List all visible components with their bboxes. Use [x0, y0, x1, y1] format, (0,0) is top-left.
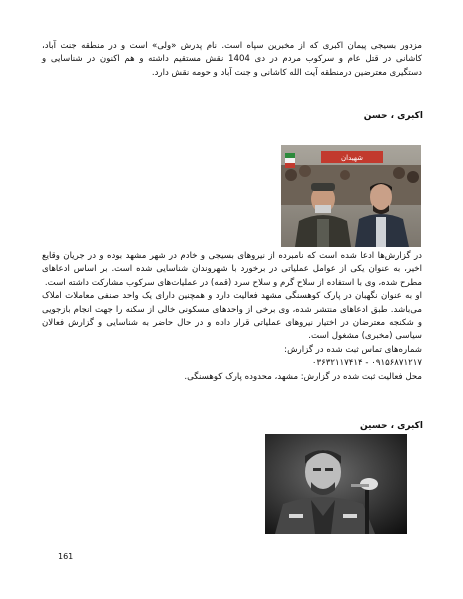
activity-location: محل فعالیت ثبت شده در گزارش: مشهد، محدوده پارک کوهسنگی.	[184, 371, 422, 382]
photo-hassan-akbari	[281, 145, 421, 247]
heading-hossein: اکبری ، حسین	[360, 421, 423, 431]
heading-hassan: اکبری ، حسن	[363, 111, 423, 121]
photo-hossein-akbari	[265, 434, 407, 534]
banner-text: شهیدان	[341, 154, 363, 162]
hassan-paragraph-1: در گزارش‌ها ادعا شده است که نامبرده از نیروهای بسیجی و خادم در شهر مشهد بوده و در جریان وقایع اخیر، به عنوان یکی از عوامل عملیاتی در برخورد با شهروندان شناسایی شده است. بر اساس ادعاهای مطرح شده، وی با استفاده از سلاح گرم و سلاح سرد (قمه) در عملیات‌های سرکوب مشارکت داشته است.	[42, 251, 422, 288]
phone-numbers: ۰۹۱۵۶۸۷۱۲۱۷ - ۰۳۶۳۲۱۱۷۴۱۴	[311, 358, 422, 369]
intro-paragraph: مزدور بسیجی پیمان اکبری که از مخبرین سپاه است. نام پدرش «ولی» است و در منطقه جنت آباد، کاشانی در قتل عام و سرکوب مردم در دی 1404 نقش مستقیم داشته و هم اکنون در شناسایی و دستگیری معترضین درمنطقه آیت الله کاشانی و جنت آباد و حومه نقش دارد.	[42, 41, 422, 78]
hassan-paragraph-2: او به عنوان نگهبان در پارک کوهسنگی مشهد فعالیت دارد و همچنین دارای یک واحد صنفی معاملات املاک می‌باشد. طبق ادعاهای منتشر شده، وی برخی از واحدهای مسکونی خالی از سکنه را جهت انجام بازجویی و شکنجه معترضان در اختیار نیروهای عملیاتی قرار داده و در حال حاضر به شناسایی و گزارش فعالان سیاسی (مخبری) مشغول است.	[42, 291, 422, 342]
hassan-details	[42, 250, 422, 384]
phones-label: شماره‌های تماس ثبت شده در گزارش:	[284, 344, 422, 355]
page-number: 161	[58, 552, 74, 561]
